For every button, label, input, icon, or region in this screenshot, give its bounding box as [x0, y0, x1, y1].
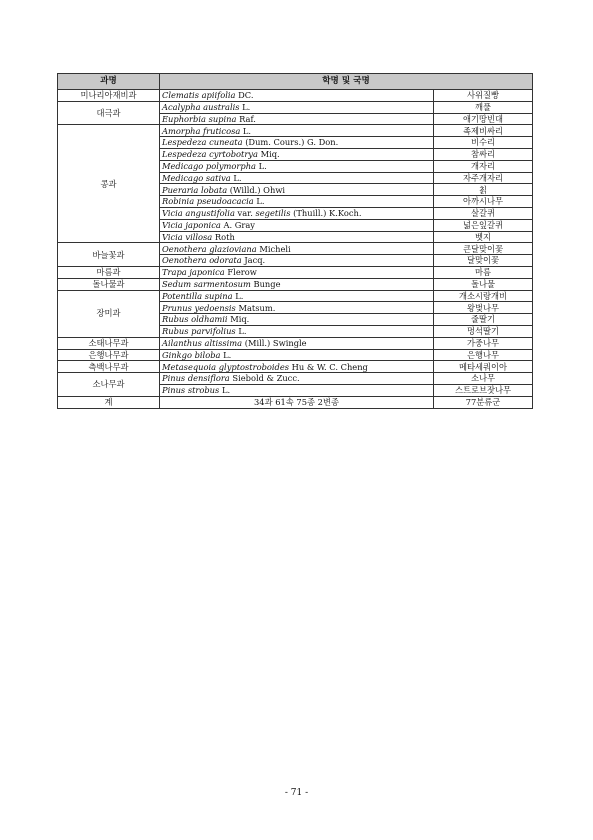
species-name: Metasequoia glyptostroboides: [162, 361, 290, 372]
scientific-name-cell: [160, 290, 434, 302]
family-cell: 마름과: [58, 266, 160, 278]
table-row: [58, 337, 533, 349]
species-name: Medicago sativa: [162, 172, 231, 183]
species-name: Oenothera odorata: [162, 255, 242, 266]
author-citation: Miq.: [260, 149, 280, 160]
species-name: Trapa japonica: [162, 267, 225, 278]
page-number: - 71 -: [284, 788, 309, 798]
scientific-name-cell: [160, 361, 434, 373]
family-cell: 콩과: [58, 125, 160, 243]
korean-name-cell: 메타세쿼이아: [434, 361, 533, 373]
author-citation: L.: [256, 196, 265, 207]
korean-name-cell: 자주개자리: [434, 172, 533, 184]
species-name: Medicago polymorpha: [162, 161, 256, 172]
korean-name-cell: 달맞이꽃: [434, 255, 533, 267]
korean-name-cell: 애기땅빈대: [434, 113, 533, 125]
author-citation: (Mill.) Swingle: [244, 337, 307, 348]
table-row: [58, 373, 533, 385]
family-cell: 돌나물과: [58, 278, 160, 290]
family-cell: 측백나무과: [58, 361, 160, 373]
scientific-name-cell: [160, 243, 434, 255]
species-name: Ginkgo biloba: [162, 349, 221, 360]
species-name: Ailanthus altissima: [162, 337, 243, 348]
species-name: Rubus oldhamii: [162, 314, 228, 325]
korean-name-cell: 개소시랑개비: [434, 290, 533, 302]
korean-name-cell: 큰달맞이꽃: [434, 243, 533, 255]
korean-name-cell: 참싸리: [434, 148, 533, 160]
korean-name-cell: 왕벚나무: [434, 302, 533, 314]
table-header-row: [58, 74, 533, 90]
scientific-name-cell: [160, 302, 434, 314]
table-row: [58, 243, 533, 255]
author-citation: Jacq.: [244, 255, 266, 266]
species-name: Prunus yedoensis: [162, 302, 236, 313]
author-citation: Hu & W. C. Cheng: [291, 361, 368, 372]
total-summary: 34과 61속 75종 2변종: [160, 396, 434, 408]
species-name: Vicia villosa: [162, 231, 213, 242]
species-name: Amorpha fruticosa: [162, 125, 241, 136]
author-citation: Flerow: [227, 267, 257, 278]
scientific-name-cell: [160, 90, 434, 102]
author-citation: L.: [242, 125, 252, 136]
table-row: [58, 278, 533, 290]
scientific-name-cell: [160, 207, 434, 219]
scientific-name-cell: [160, 113, 434, 125]
scientific-name-cell: [160, 349, 434, 361]
korean-name-cell: 살갈퀴: [434, 207, 533, 219]
scientific-name-cell: [160, 337, 434, 349]
author-citation: Micheli: [259, 243, 291, 254]
scientific-name-cell: [160, 373, 434, 385]
author-citation: Roth: [214, 231, 235, 242]
scientific-name-cell: [160, 125, 434, 137]
table-row: [58, 266, 533, 278]
korean-name-cell: 돌나물: [434, 278, 533, 290]
family-cell: 미나리아재비과: [58, 90, 160, 102]
total-row: [58, 396, 533, 408]
korean-name-cell: 소나무: [434, 373, 533, 385]
scientific-name-cell: [160, 314, 434, 326]
header-family: 과명: [58, 74, 160, 90]
table-row: [58, 101, 533, 113]
author-citation: Matsum.: [238, 302, 276, 313]
table-body: [58, 90, 533, 397]
species-name: Lespedeza cyrtobotrya: [162, 149, 258, 160]
korean-name-cell: 비수리: [434, 137, 533, 149]
family-cell: 장미과: [58, 290, 160, 337]
korean-name-cell: 깨풀: [434, 101, 533, 113]
species-name: Pinus densiflora: [162, 373, 230, 384]
species-name: Potentilla supina: [162, 290, 233, 301]
author-citation: (Dum. Cours.) G. Don.: [245, 137, 339, 148]
family-cell: 바늘꽃과: [58, 243, 160, 267]
author-citation: Miq.: [230, 314, 250, 325]
author-citation: (Willd.) Ohwi: [229, 184, 286, 195]
author-citation: L.: [258, 161, 267, 172]
family-cell: 소나무과: [58, 373, 160, 397]
korean-name-cell: 넓은잎갈퀴: [434, 219, 533, 231]
author-citation: (Thuill.) K.Koch.: [293, 208, 362, 219]
scientific-name-cell: [160, 266, 434, 278]
species-name: Rubus parvifolius: [162, 326, 236, 337]
header-name: 학명 및 국명: [160, 74, 533, 90]
species-name: Robinia pseudoacacia: [162, 196, 254, 207]
author-citation: Bunge: [253, 279, 281, 289]
scientific-name-cell: [160, 160, 434, 172]
korean-name-cell: 줄딸기: [434, 314, 533, 326]
scientific-name-cell: [160, 278, 434, 290]
author-citation: L.: [242, 102, 251, 113]
total-label: 계: [58, 396, 160, 408]
scientific-name-cell: [160, 231, 434, 243]
table-row: [58, 125, 533, 137]
scientific-name-cell: [160, 137, 434, 149]
family-cell: 은행나무과: [58, 349, 160, 361]
species-name: Vicia angustifolia: [162, 208, 235, 219]
scientific-name-cell: [160, 184, 434, 196]
author-citation: A. Gray: [223, 220, 255, 231]
scientific-name-cell: [160, 325, 434, 337]
table-row: [58, 349, 533, 361]
korean-name-cell: 마름: [434, 266, 533, 278]
korean-name-cell: 아까시나무: [434, 196, 533, 208]
scientific-name-cell: [160, 384, 434, 396]
author-citation: L.: [235, 290, 244, 301]
scientific-name-cell: [160, 219, 434, 231]
korean-name-cell: 가중나무: [434, 337, 533, 349]
species-table: [57, 73, 533, 409]
korean-name-cell: 칡: [434, 184, 533, 196]
species-name: Euphorbia supina: [162, 113, 237, 124]
species-name: Lespedeza cuneata: [162, 137, 243, 148]
total-taxa: 77분류군: [434, 396, 533, 408]
species-name: Clematis apiifolia: [162, 90, 236, 101]
author-citation: L.: [221, 385, 231, 396]
scientific-name-cell: [160, 148, 434, 160]
table-row: [58, 90, 533, 102]
species-name: Acalypha australis: [162, 102, 240, 113]
korean-name-cell: 멍석딸기: [434, 325, 533, 337]
variety-name: segetilis: [255, 208, 291, 219]
species-name: Vicia japonica: [162, 220, 221, 231]
author-citation: Raf.: [239, 113, 256, 124]
korean-name-cell: 스트로브잣나무: [434, 384, 533, 396]
author-citation: L.: [238, 326, 247, 337]
scientific-name-cell: [160, 196, 434, 208]
korean-name-cell: 개자리: [434, 160, 533, 172]
author-citation: DC.: [238, 90, 254, 101]
species-name: Oenothera glazioviana: [162, 243, 257, 254]
korean-name-cell: 족제비싸리: [434, 125, 533, 137]
species-name: Pinus strobus: [162, 385, 220, 396]
species-name: Pueraria lobata: [162, 184, 228, 195]
korean-name-cell: 은행나무: [434, 349, 533, 361]
korean-name-cell: 사위질빵: [434, 90, 533, 102]
author-citation: Siebold & Zucc.: [232, 373, 300, 384]
family-cell: 대극과: [58, 101, 160, 125]
table-row: [58, 361, 533, 373]
korean-name-cell: 벳지: [434, 231, 533, 243]
table-row: [58, 290, 533, 302]
scientific-name-cell: [160, 255, 434, 267]
species-name: Sedum sarmentosum: [162, 279, 251, 289]
variety-marker: var.: [237, 208, 253, 219]
family-cell: 소태나무과: [58, 337, 160, 349]
scientific-name-cell: [160, 101, 434, 113]
author-citation: L.: [233, 172, 242, 183]
author-citation: L.: [223, 349, 232, 360]
scientific-name-cell: [160, 172, 434, 184]
